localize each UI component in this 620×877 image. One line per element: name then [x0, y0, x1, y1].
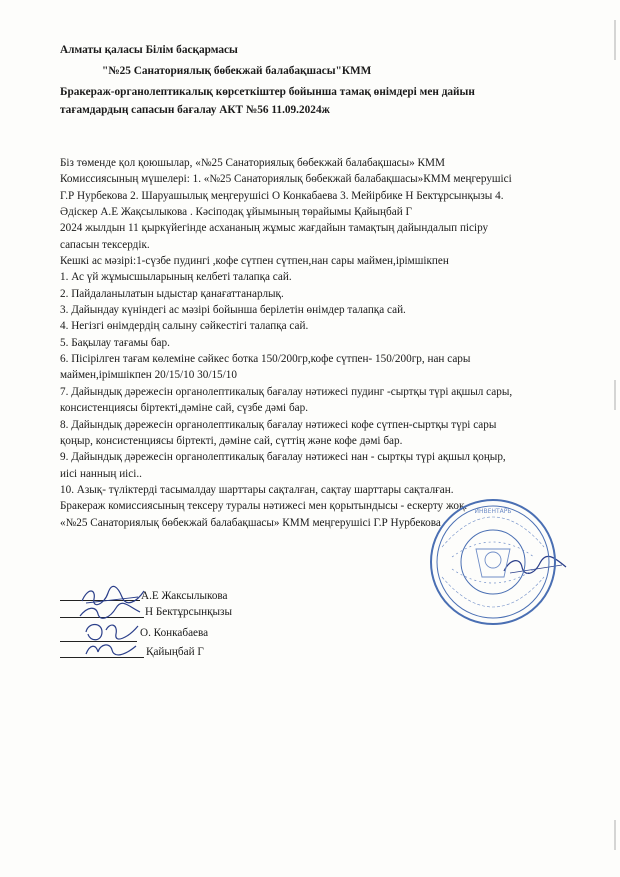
stamp-text: ИНВЕНТАРЬ: [474, 508, 512, 515]
body-line: 1. Ас үй жұмысшыларының келбеті талапқа сай.: [60, 271, 292, 284]
scan-edge-mark: [614, 820, 616, 850]
body-line: маймен,ірімшікпен 20/15/10 30/15/10: [60, 369, 237, 382]
body-line: Кешкі ас мәзірі:1-сүзбе пудингі ,кофе сүтпен сүтпен,нан сары маймен,ірімшікпен: [60, 255, 449, 268]
body-line: 5. Бақылау тағамы бар.: [60, 336, 170, 349]
body-line: Г.Р Нурбекова 2. Шаруашылық меңгерушісі О Конкабаева 3. Мейірбике Н Бектұрсынқызы 4.: [60, 189, 504, 202]
signatory-name: Қайыңбай Г: [146, 646, 204, 658]
body-line: консистенциясы біртекті,дәміне сай, сүзбе дәмі бар.: [60, 402, 309, 415]
scan-edge-mark: [614, 20, 616, 60]
body-line: иісі нанның иісі..: [60, 467, 142, 480]
signatory-name: Н Бектұрсынқызы: [145, 606, 232, 618]
handwritten-signature: [76, 602, 146, 622]
handwritten-signature: [80, 620, 144, 642]
header-organization: "№25 Санаториялық бөбекжай балабақшасы"КММ: [102, 65, 372, 77]
header-act-title-line1: Бракераж-органолептикалық көрсеткіштер бойынша тамақ өнімдері мен дайын: [60, 86, 475, 98]
body-line: Бракераж комиссиясының тексеру туралы нәтижесі мен қорытындысы - ескерту жоқ.: [60, 500, 468, 513]
body-line: 9. Дайындық дәрежесін органолептикалық бағалау нәтижесі нан - сыртқы түрі ақшыл қоңыр,: [60, 451, 506, 464]
body-line: 4. Негізгі өнімдердің салыну сәйкестігі талапқа сай.: [60, 320, 309, 333]
body-line: 10. Азық- түліктерді тасымалдау шарттары сақталған, сақтау шарттары сақталған.: [60, 483, 454, 496]
body-line: «№25 Санаториялық бөбекжай балабақшасы» КММ меңгерушісі Г.Р Нурбекова: [60, 516, 441, 529]
scan-edge-mark: [614, 380, 616, 410]
body-line: 8. Дайындық дәрежесін органолептикалық бағалау нәтижесі кофе сүтпен-сыртқы түрі сары: [60, 418, 497, 431]
header-act-title-line2: тағамдардың сапасын бағалау АКТ №56 11.09.2024ж: [60, 104, 330, 116]
header-department: Алматы қаласы Білім басқармасы: [60, 44, 238, 56]
signatory-name: А.Е Жаксылыкова: [141, 590, 228, 602]
signatory-name: О. Конкабаева: [140, 627, 209, 639]
body-line: қоңыр, консистенциясы біртекті, дәміне сай, сүттің және кофе дәмі бар.: [60, 434, 403, 447]
body-line: Біз төменде қол қоюшылар, «№25 Санаториялық бөбекжай балабақшасы» КММ: [60, 157, 445, 169]
official-stamp: [428, 497, 558, 627]
body-line: Әдіскер А.Е Жақсылыкова . Кәсіподақ ұйымының төрайымы Қайыңбай Г: [60, 206, 412, 219]
body-line: Комиссиясының мүшелері: 1. «№25 Санаториялық бөбекжай балабақшасы»КММ меңгерушісі: [60, 173, 512, 186]
act-body: [60, 155, 580, 531]
body-line: 7. Дайындық дәрежесін органолептикалық бағалау нәтижесі пудинг -сыртқы түрі ақшыл сары,: [60, 385, 513, 398]
body-line: 2024 жылдын 11 қыркүйегінде асхананың жұмыс жағдайын тамақтың дайындалып пісіру: [60, 222, 489, 235]
body-line: 6. Пісірілген тағам көлеміне сәйкес ботка 150/200гр,кофе сүтпен- 150/200гр, нан сары: [60, 353, 471, 366]
body-line: 2. Пайдаланылатын ыдыстар қанағаттанарлық.: [60, 287, 284, 300]
handwritten-signature: [82, 640, 142, 660]
body-line: сапасын тексердік.: [60, 238, 150, 251]
body-line: 3. Дайындау күніндегі ас мәзірі бойынша берілетін өнімдер талапқа сай.: [60, 304, 406, 317]
